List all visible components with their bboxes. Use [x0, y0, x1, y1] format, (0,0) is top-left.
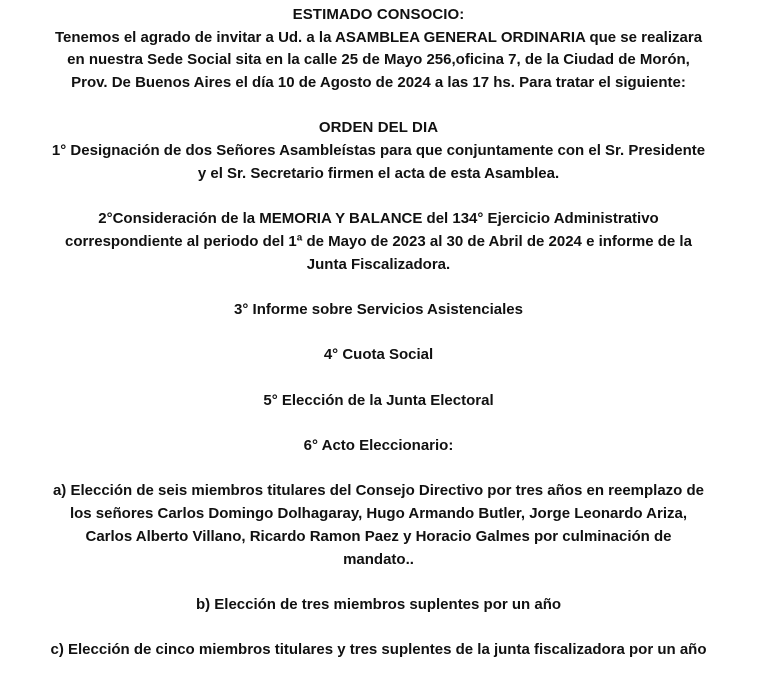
spacer: [0, 412, 757, 435]
spacer: [0, 617, 757, 640]
agenda-item-5: 5° Elección de la Junta Electoral: [263, 391, 494, 409]
agenda-item-line: 1° Designación de dos Señores Asambleístas para que conjuntamente con el Sr. Presidente: [51, 142, 706, 160]
sub-item-a: [0, 480, 757, 571]
spacer: [0, 571, 757, 594]
agenda-item-3: 3° Informe sobre Servicios Asistenciales: [234, 300, 523, 318]
spacer: [0, 276, 757, 299]
sub-item-c: c) Elección de cinco miembros titulares y tres suplentes de la junta fiscalizadora por un año: [50, 641, 707, 659]
spacer: [0, 458, 757, 481]
intro-line: en nuestra Sede Social sita en la calle 25 de Mayo 256,oficina 7, de la Ciudad de Morón,: [67, 51, 690, 69]
intro-line: Tenemos el agrado de invitar a Ud. a la ASAMBLEA GENERAL ORDINARIA que se realizara: [54, 28, 703, 46]
spacer: [0, 186, 757, 209]
greeting: ESTIMADO CONSOCIO:: [292, 6, 465, 23]
agenda-item-1: [0, 140, 757, 185]
agenda-item-4: 4° Cuota Social: [323, 346, 434, 364]
agenda-item-line: y el Sr. Secretario firmen el acta de esta Asamblea.: [197, 164, 560, 182]
sub-item-line: mandato..: [343, 550, 414, 568]
intro-line: Prov. De Buenos Aires el día 10 de Agosto de 2024 a las 17 hs. Para tratar el siguiente:: [71, 74, 686, 92]
agenda-item-2: [0, 208, 757, 276]
agenda-title: ORDEN DEL DIA: [318, 119, 439, 137]
agenda-item-line: Junta Fiscalizadora.: [306, 255, 451, 273]
spacer: [0, 367, 757, 390]
intro-paragraph: [0, 27, 757, 95]
sub-item-line: los señores Carlos Domingo Dolhagaray, Hugo Armando Butler, Jorge Leonardo Ariza,: [69, 505, 688, 523]
agenda-item-6: 6° Acto Eleccionario:: [303, 437, 454, 455]
sub-item-line: Carlos Alberto Villano, Ricardo Ramon Paez y Horacio Galmes por culminación de: [85, 527, 672, 545]
sub-item-line: a) Elección de seis miembros titulares del Consejo Directivo por tres años en reemplazo de: [52, 482, 705, 500]
spacer: [0, 322, 757, 345]
agenda-item-line: correspondiente al periodo del 1ª de Mayo de 2023 al 30 de Abril de 2024 e informe de la: [65, 232, 692, 250]
sub-item-b: b) Elección de tres miembros suplentes por un año: [195, 595, 562, 613]
spacer: [0, 95, 757, 118]
agenda-item-line: 2°Consideración de la MEMORIA Y BALANCE del 134° Ejercicio Administrativo: [98, 210, 659, 228]
